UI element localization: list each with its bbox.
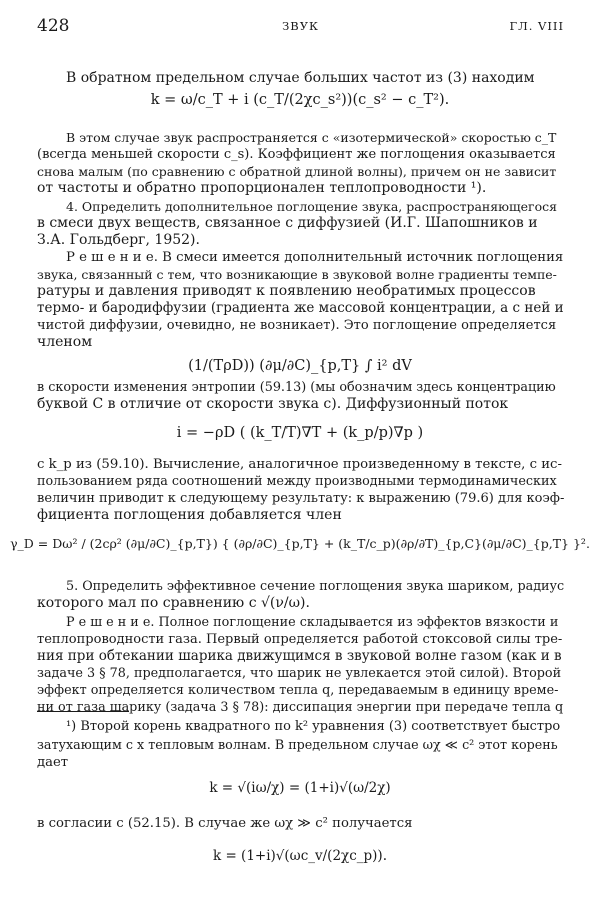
equation-4 (0, 536, 600, 551)
text-line: ратуры и давления приводят к появлению необратимых процессов (37, 283, 536, 299)
text-line: снова малым (по сравнению с обратной длиной волны), причем он не зависит (37, 164, 557, 179)
footnote-line: в согласии с (52.15). В случае же ωχ ≫ c² получается (37, 816, 413, 831)
text-line: буквой C в отличие от скорости звука c). Диффузионный поток (37, 396, 509, 412)
text-line: эффект определяется количеством тепла q, передаваемым в единицу време- (37, 683, 559, 698)
footnote-rule (37, 711, 129, 712)
text-line: термо- и бародиффузии (градиента же массовой концентрации, а с ней и (37, 300, 564, 316)
text-line: членом (37, 334, 93, 350)
footnote-line: затухающим с x тепловым волнам. В предельном случае ωχ ≪ c² этот корень (37, 737, 558, 752)
text-line: ни от газа шарику (задача 3 § 78): диссипация энергии при передаче тепла q (37, 700, 564, 715)
equation-text: k = (1+i)√(ωc_v/(2χc_p)). (212, 848, 387, 864)
chapter-title: ЗВУК (282, 19, 319, 33)
text-line: величин приводит к следующему результату: к выражению (79.6) для коэф- (37, 491, 565, 506)
text-line: В этом случае звук распространяется с «изотермической» скоростью c_T (66, 130, 557, 145)
text-line: Р е ш е н и е. В смеси имеется дополнительный источник поглощения (66, 250, 564, 265)
text-line: (всегда меньшей скорости c_s). Коэффициент же поглощения оказывается (37, 147, 556, 162)
text-line: 5. Определить эффективное сечение поглощения звука шариком, радиус (66, 579, 565, 594)
text-line: ния при обтекании шарика движущимся в звуковой волне газом (как и в (37, 648, 562, 664)
text-line: В обратном предельном случае больших частот из (3) находим (66, 70, 535, 86)
text-line: задаче 3 § 78, предполагается, что шарик не увлекается этой силой). Второй (37, 666, 562, 681)
text-line: в скорости изменения энтропии (59.13) (мы обозначим здесь концентрацию (37, 380, 556, 395)
text-line: которого мал по сравнению с √(ν/ω). (37, 595, 310, 611)
text-line: З.А. Гольдберг, 1952). (37, 232, 200, 248)
footnote-equation-6 (0, 848, 600, 864)
text-line: пользованием ряда соотношений между производными термодинамических (37, 474, 557, 489)
equation-text: γ_D = Dω² / (2cρ² (∂μ/∂C)_{p,T}) { (∂ρ/∂C)_{p,T} + (k_T/c_p)(∂ρ/∂T)_{p,C}(∂μ/∂C)_{p,T} }². (10, 536, 590, 551)
text-line: с k_p из (59.10). Вычисление, аналогичное произведенному в тексте, с ис- (37, 457, 562, 472)
text-line: Р е ш е н и е. Полное поглощение складывается из эффектов вязкости и (66, 615, 559, 630)
equation-text: i = −ρD ( (k_T/T)∇T + (k_p/p)∇p ) (176, 425, 424, 441)
equation-text: (1/(TρD)) (∂μ/∂C)_{p,T} ∫ i² dV (188, 358, 412, 374)
equation-text: k = √(iω/χ) = (1+i)√(ω/2χ) (209, 780, 391, 796)
text-line: от частоты и обратно пропорционален теплопроводности ¹). (37, 180, 487, 196)
footnote-line: дает (37, 755, 69, 770)
chapter-label: ГЛ. VIII (509, 19, 564, 33)
text-line: в смеси двух веществ, связанное с диффузией (И.Г. Шапошников и (37, 215, 538, 231)
text-line: теплопроводности газа. Первый определяется работой стоксовой силы тре- (37, 632, 563, 647)
equation-3 (0, 425, 600, 441)
equation-1 (0, 92, 600, 108)
text-line: фициента поглощения добавляется член (37, 507, 342, 523)
running-header (37, 16, 564, 38)
page-number: 428 (37, 16, 70, 36)
footnote-equation-5 (0, 780, 600, 796)
footnote-line: ¹) Второй корень квадратного по k² уравнения (3) соответствует быстро (66, 719, 561, 734)
text-line: чистой диффузии, очевидно, не возникает). Это поглощение определяется (37, 318, 557, 333)
text-line: звука, связанный с тем, что возникающие в звуковой волне градиенты темпе- (37, 267, 557, 282)
equation-2 (0, 358, 600, 374)
equation-text: k = ω/c_T + i (c_T/(2χc_s²))(c_s² − c_T²). (150, 92, 450, 108)
text-line: 4. Определить дополнительное поглощение звука, распространяющегося (66, 199, 558, 214)
